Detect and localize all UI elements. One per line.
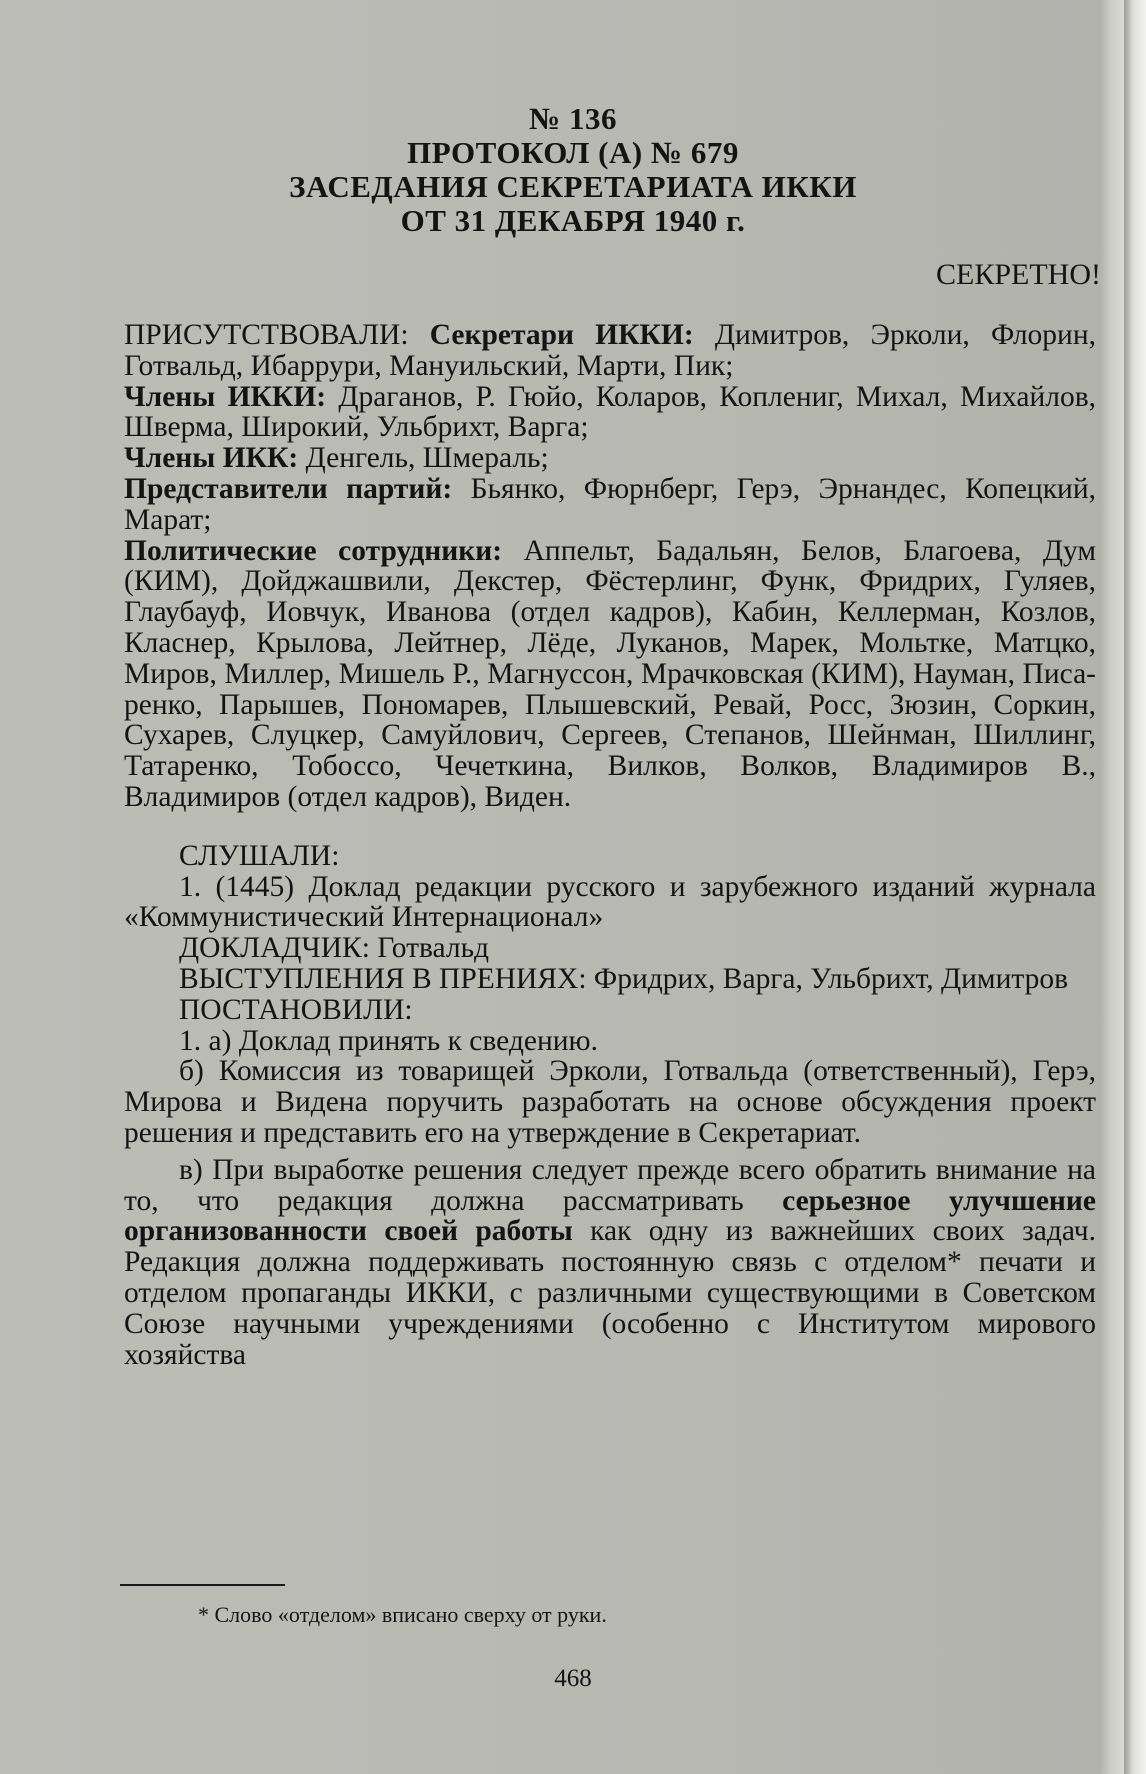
agenda-item: 1. (1445) Доклад редакции русского и зарубежного изданий журнала «Коммунистический Интернационал»: [124, 870, 1096, 934]
session-date: ОТ 31 ДЕКАБРЯ 1940 г.: [400, 203, 746, 238]
speaker-line: ДОКЛАДЧИК: Готвальд: [179, 932, 490, 965]
protocol-title: ПРОТОКОЛ (А) № 679: [407, 135, 739, 170]
footnote-divider: [120, 1584, 285, 1586]
resolved-label: ПОСТАНОВИЛИ:: [179, 993, 413, 1026]
page-number: 468: [554, 1665, 592, 1692]
debate-line: ВЫСТУПЛЕНИЯ В ПРЕНИЯХ: Фридрих, Варга, Ульбрихт, Димитров: [179, 962, 1069, 995]
resolution-b: б) Комиссия из товарищей Эрколи, Готвальда (ответственный), Герэ, Мирова и Видена поручить разработать на основе обсуждения проект решения и представить его на утверждение в Секретариат.: [124, 1055, 1096, 1149]
page-edge: [1124, 0, 1146, 1774]
heard-label: СЛУШАЛИ:: [179, 839, 340, 872]
attendees-staff: Политические сотрудники: Аппельт, Бадальян, Белов, Благоева, Дум (КИМ), Дойджашвили, Декстер, Фёстерлинг, Функ, Фридрих, Гуляев, Глаубауф, Иовчук, Иванова (отдел кадров), Кабин, Келлерман, Козлов, Класнер, Крылова, Лейтнер, Лёде, Луканов, Марек, Мольтке, Матцко, Миров, Миллер, Мишель Р., Магнуссон, Мрачковская (КИМ), Науман, Писаренко, Парышев, Пономарев, Плышевский, Ревай, Росс, Зюзин, Соркин, Сухарев, Слуцкер, Самуйлович, Сергеев, Степанов, Шейнман, Шиллинг, Татаренко, Тобоссо, Чечеткина, Вилков, Волков, Владимиров В., Владимиров (отдел кадров), Виден.: [124, 534, 1096, 813]
resolution-a: 1. а) Доклад принять к сведению.: [179, 1024, 598, 1057]
attendees-parties: Представители партий: Бьянко, Фюрнберг, Герэ, Эрнандес, Копецкий, Марат;: [124, 472, 1097, 536]
footnote: * Слово «отделом» вписано сверху от руки.: [198, 1602, 607, 1627]
document-number: № 136: [529, 101, 617, 136]
session-title: ЗАСЕДАНИЯ СЕКРЕТАРИАТА ИККИ: [289, 169, 857, 204]
attendees-ikk: Члены ИКК: Денгель, Шмераль;: [124, 442, 549, 475]
attendees-secretaries: ПРИСУТСТВОВАЛИ: Секретари ИККИ: Димитров, Эрколи, Флорин, Готвальд, Ибаррури, Мануильский, Марти, Пик;: [124, 319, 1097, 382]
classification-mark: СЕКРЕТНО!: [936, 258, 1101, 291]
protocol-body: [124, 320, 1096, 1370]
resolution-c: в) При выработке решения следует прежде всего обратить внимание на то, что редакция должна рассматривать серьезное улучшение организованности своей работы как одну из важнейших своих задач. Редакция должна поддерживать постоянную связь с отделом* печати и отделом пропаганды ИККИ, с различными существующими в Советском Союзе научными учреждениями (особенно с Институтом мирового хозяйства: [124, 1153, 1096, 1371]
attendees-members: Члены ИККИ: Драганов, Р. Гюйо, Коларов, Коплениг, Михал, Михайлов, Шверма, Широкий, Ульбрихт, Варга;: [124, 380, 1097, 444]
